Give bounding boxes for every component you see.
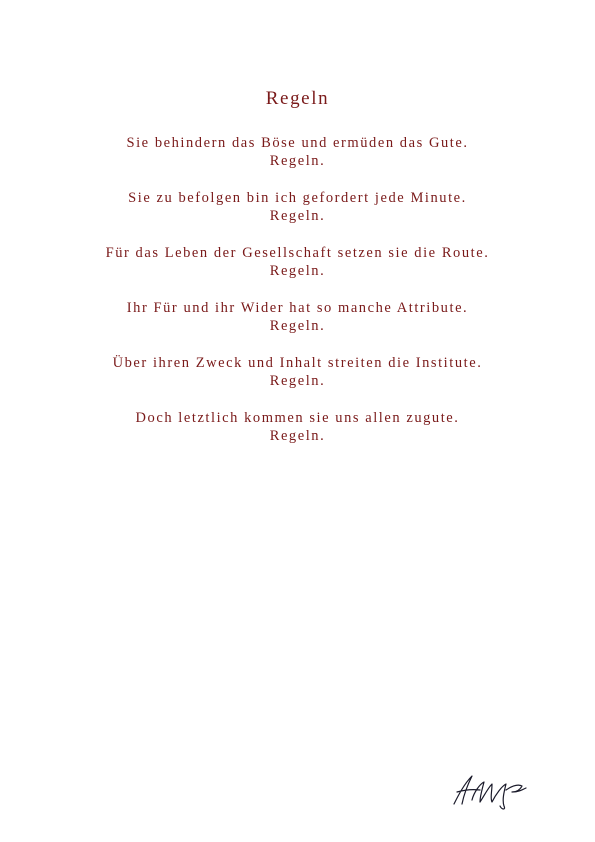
stanza-line: Für das Leben der Gesellschaft setzen sie die Route. (105, 245, 490, 261)
stanza-line: Doch letztlich kommen sie uns allen zugute. (135, 410, 460, 426)
handwritten-signature (450, 770, 530, 812)
stanza-line: Ihr Für und ihr Wider hat so manche Attribute. (126, 300, 469, 316)
stanza-refrain: Regeln. (269, 428, 326, 444)
stanza-2 (0, 189, 595, 244)
stanza-4 (0, 299, 595, 354)
stanza-refrain: Regeln. (269, 263, 326, 279)
signature-stroke (454, 776, 526, 809)
stanza-3 (0, 244, 595, 299)
stanza-line: Sie behindern das Böse und ermüden das Gute. (126, 135, 469, 151)
stanza-line: Über ihren Zweck und Inhalt streiten die Institute. (112, 355, 483, 371)
poem-title: Regeln (265, 88, 330, 109)
stanza-refrain: Regeln. (269, 318, 326, 334)
stanza-refrain: Regeln. (269, 208, 326, 224)
stanza-1 (0, 134, 595, 189)
stanza-refrain: Regeln. (269, 153, 326, 169)
stanza-5 (0, 354, 595, 409)
stanza-line: Sie zu befolgen bin ich gefordert jede Minute. (128, 190, 467, 206)
stanza-refrain: Regeln. (269, 373, 326, 389)
poem-body (0, 134, 595, 464)
stanza-6 (0, 409, 595, 464)
